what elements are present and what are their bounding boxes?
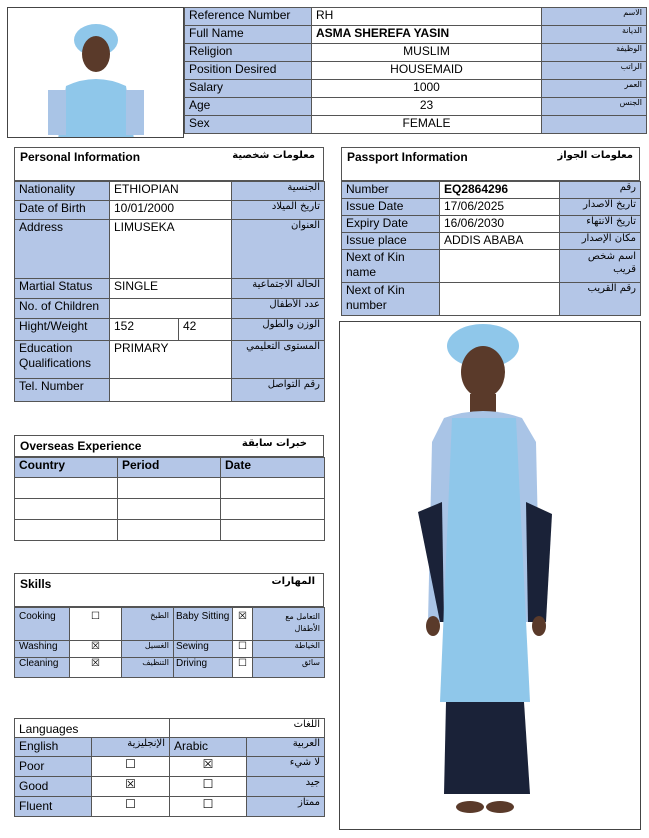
checkbox-mark: ☒	[91, 658, 100, 669]
kin-name-ar1: اسم شخص	[587, 251, 636, 262]
skill-cooking-checkbox[interactable]	[70, 608, 122, 641]
skill-cleaning-label: Cleaning	[15, 658, 70, 678]
passport-info-table	[341, 181, 641, 316]
address-value: LIMUSEKA	[110, 220, 232, 279]
table-row	[15, 201, 325, 220]
tel-label: Tel. Number	[15, 379, 110, 402]
skill-sewing-checkbox[interactable]	[233, 641, 253, 658]
languages-table	[14, 718, 325, 817]
marital-value: SINGLE	[110, 279, 232, 299]
baby-sitting-ar2: الأطفال	[294, 624, 320, 633]
skill-driving-label: Driving	[174, 658, 233, 678]
position-value: HOUSEMAID	[312, 62, 542, 80]
level-poor-label-ar: لا شيء	[247, 757, 325, 777]
col-period: Period	[118, 458, 221, 478]
skill-washing-label-ar: الغسيل	[122, 641, 174, 658]
table-row	[15, 379, 325, 402]
full-name-value: ASMA SHEREFA YASIN	[312, 26, 542, 44]
header-label-ar: الراتب	[542, 62, 647, 80]
header-label-ar: العمر	[542, 80, 647, 98]
table-cell	[118, 478, 221, 499]
height-value: 152	[110, 319, 179, 341]
table-row	[15, 341, 325, 379]
height-weight-label-ar: الوزن والطول	[232, 319, 325, 341]
lang-arabic-label-ar: العربية	[247, 738, 325, 757]
checkbox-mark: ☐	[125, 797, 136, 811]
checkbox-mark: ☒	[238, 611, 247, 622]
col-date: Date	[221, 458, 325, 478]
passport-info-header	[341, 147, 640, 181]
kin-name-label	[342, 250, 440, 283]
baby-sitting-ar1: التعامل مع	[285, 612, 320, 621]
address-label-ar: العنوان	[232, 220, 325, 279]
education-label-ar: المستوى التعليمي	[232, 341, 325, 379]
header-label: Full Name	[185, 26, 312, 44]
table-row	[15, 279, 325, 299]
lang-arabic-label: Arabic	[170, 738, 247, 757]
kin-name-line2: name	[346, 265, 377, 279]
children-value	[110, 299, 232, 319]
expiry-date-value: 16/06/2030	[440, 216, 560, 233]
table-cell	[15, 499, 118, 520]
header-label-ar: الديانة	[542, 26, 647, 44]
header-row	[185, 8, 647, 26]
weight-value: 42	[179, 319, 232, 341]
table-cell	[221, 520, 325, 541]
issue-place-value: ADDIS ABABA	[440, 233, 560, 250]
header-label-ar: الوظيفة	[542, 44, 647, 62]
skills-header	[14, 573, 324, 607]
header-row	[185, 116, 647, 134]
marital-label: Martial Status	[15, 279, 110, 299]
personal-info-table	[14, 181, 325, 402]
overseas-title: Overseas Experience	[20, 439, 142, 453]
table-header-row	[15, 458, 325, 478]
table-row	[342, 283, 641, 316]
table-row	[342, 250, 641, 283]
kin-name-label-ar	[560, 250, 641, 283]
table-row	[15, 797, 325, 817]
english-good-checkbox[interactable]	[92, 777, 170, 797]
checkbox-mark: ☐	[202, 777, 214, 791]
skill-driving-label-ar: سائق	[253, 658, 325, 678]
level-poor-label: Poor	[15, 757, 92, 777]
kin-name-value	[440, 250, 560, 283]
skill-cooking-label-ar: الطبخ	[122, 608, 174, 641]
lang-english-label-ar: الإنجليزية	[92, 738, 170, 757]
level-fluent-label: Fluent	[15, 797, 92, 817]
kin-name-line1: Next of Kin	[346, 250, 405, 264]
header-label-ar: الاسم	[542, 8, 647, 26]
table-row	[15, 608, 325, 641]
skill-baby-sitting-label-ar	[253, 608, 325, 641]
kin-number-line2: number	[346, 298, 387, 312]
header-label: Sex	[185, 116, 312, 134]
table-row	[342, 199, 641, 216]
table-row	[15, 658, 325, 678]
header-table	[184, 7, 647, 134]
religion-value: MUSLIM	[312, 44, 542, 62]
skill-baby-sitting-label: Baby Sitting	[174, 608, 233, 641]
arabic-fluent-checkbox[interactable]	[170, 797, 247, 817]
header-label: Position Desired	[185, 62, 312, 80]
personal-info-title-ar: معلومات شخصية	[232, 150, 315, 161]
header-row	[185, 80, 647, 98]
passport-number-label-ar: رقم	[560, 182, 641, 199]
skill-driving-checkbox[interactable]	[233, 658, 253, 678]
skill-washing-checkbox[interactable]	[70, 641, 122, 658]
skill-sewing-label: Sewing	[174, 641, 233, 658]
height-weight-label: Hight/Weight	[15, 319, 110, 341]
address-label: Address	[15, 220, 110, 279]
table-cell	[15, 520, 118, 541]
passport-info-title: Passport Information	[347, 150, 468, 164]
lang-english-label: English	[15, 738, 92, 757]
col-country: Country	[15, 458, 118, 478]
issue-place-label-ar: مكان الإصدار	[560, 233, 641, 250]
dob-label: Date of Birth	[15, 201, 110, 220]
header-row	[185, 62, 647, 80]
skill-cleaning-label-ar: التنظيف	[122, 658, 174, 678]
profile-photo-small	[7, 7, 184, 138]
overseas-table	[14, 457, 325, 541]
header-row	[185, 98, 647, 116]
table-cell	[221, 499, 325, 520]
header-label-ar	[542, 116, 647, 134]
level-good-label-ar: جيد	[247, 777, 325, 797]
table-row	[15, 182, 325, 201]
tel-label-ar: رقم التواصل	[232, 379, 325, 402]
expiry-date-label: Expiry Date	[342, 216, 440, 233]
table-row	[15, 757, 325, 777]
passport-number-value: EQ2864296	[440, 182, 560, 199]
checkbox-mark: ☐	[238, 658, 247, 669]
checkbox-mark: ☒	[202, 757, 214, 771]
table-cell	[15, 478, 118, 499]
education-label-line1: Education	[19, 341, 73, 355]
nationality-label: Nationality	[15, 182, 110, 201]
header-label: Religion	[185, 44, 312, 62]
table-row	[15, 319, 325, 341]
kin-name-ar2: قريب	[613, 264, 636, 275]
person-full-body-icon	[340, 322, 641, 830]
checkbox-mark: ☐	[202, 797, 214, 811]
arabic-poor-checkbox[interactable]	[170, 757, 247, 777]
dob-label-ar: تاريخ الميلاد	[232, 201, 325, 220]
age-value: 23	[312, 98, 542, 116]
table-row	[15, 220, 325, 279]
table-cell	[118, 520, 221, 541]
header-row	[185, 44, 647, 62]
table-row	[342, 216, 641, 233]
table-row	[15, 299, 325, 319]
skill-baby-sitting-checkbox[interactable]	[233, 608, 253, 641]
table-row	[15, 738, 325, 757]
header-label: Age	[185, 98, 312, 116]
kin-number-label	[342, 283, 440, 316]
tel-value	[110, 379, 232, 402]
children-label: No. of Children	[15, 299, 110, 319]
issue-date-label: Issue Date	[342, 199, 440, 216]
kin-number-label-ar: رقم القريب	[560, 283, 641, 316]
passport-info-title-ar: معلومات الجواز	[557, 150, 633, 161]
dob-value: 10/01/2000	[110, 201, 232, 220]
level-fluent-label-ar: ممتاز	[247, 797, 325, 817]
skills-title: Skills	[20, 577, 52, 591]
header-row	[185, 26, 647, 44]
table-row	[15, 641, 325, 658]
table-row	[15, 777, 325, 797]
arabic-good-checkbox[interactable]	[170, 777, 247, 797]
header-label: Reference Number	[185, 8, 312, 26]
skill-sewing-label-ar: الخياطة	[253, 641, 325, 658]
level-good-label: Good	[15, 777, 92, 797]
checkbox-mark: ☐	[238, 641, 247, 652]
issue-place-label: Issue place	[342, 233, 440, 250]
checkbox-mark: ☐	[91, 611, 100, 622]
english-poor-checkbox[interactable]	[92, 757, 170, 777]
table-cell	[118, 499, 221, 520]
passport-number-label: Number	[342, 182, 440, 199]
languages-title-ar: اللغات	[170, 719, 325, 738]
checkbox-mark: ☒	[125, 777, 136, 791]
person-portrait-icon	[8, 8, 184, 138]
table-row	[342, 182, 641, 199]
table-row	[15, 719, 325, 738]
personal-info-title: Personal Information	[20, 150, 141, 164]
table-row	[15, 520, 325, 541]
reference-number-value: RH	[312, 8, 542, 26]
issue-date-value: 17/06/2025	[440, 199, 560, 216]
overseas-title-ar: خبرات سابقة	[241, 438, 307, 449]
sex-value: FEMALE	[312, 116, 542, 134]
table-row	[15, 478, 325, 499]
skill-washing-label: Washing	[15, 641, 70, 658]
skill-cleaning-checkbox[interactable]	[70, 658, 122, 678]
expiry-date-label-ar: تاريخ الانتهاء	[560, 216, 641, 233]
skills-title-ar: المهارات	[271, 576, 315, 587]
header-label: Salary	[185, 80, 312, 98]
marital-label-ar: الحالة الاجتماعية	[232, 279, 325, 299]
education-label-line2: Qualifications	[19, 356, 92, 370]
checkbox-mark: ☐	[125, 757, 136, 771]
children-label-ar: عدد الأطفال	[232, 299, 325, 319]
skill-cooking-label: Cooking	[15, 608, 70, 641]
languages-title: Languages	[15, 719, 170, 738]
kin-number-line1: Next of Kin	[346, 283, 405, 297]
nationality-label-ar: الجنسية	[232, 182, 325, 201]
personal-info-header	[14, 147, 324, 181]
checkbox-mark: ☒	[91, 641, 100, 652]
header-label-ar: الجنس	[542, 98, 647, 116]
overseas-header	[14, 435, 324, 457]
profile-photo-full	[339, 321, 641, 830]
skills-table	[14, 607, 325, 678]
issue-date-label-ar: تاريخ الاصدار	[560, 199, 641, 216]
english-fluent-checkbox[interactable]	[92, 797, 170, 817]
table-cell	[221, 478, 325, 499]
table-row	[342, 233, 641, 250]
nationality-value: ETHIOPIAN	[110, 182, 232, 201]
kin-number-value	[440, 283, 560, 316]
table-row	[15, 499, 325, 520]
education-label	[15, 341, 110, 379]
education-value: PRIMARY	[110, 341, 232, 379]
salary-value: 1000	[312, 80, 542, 98]
